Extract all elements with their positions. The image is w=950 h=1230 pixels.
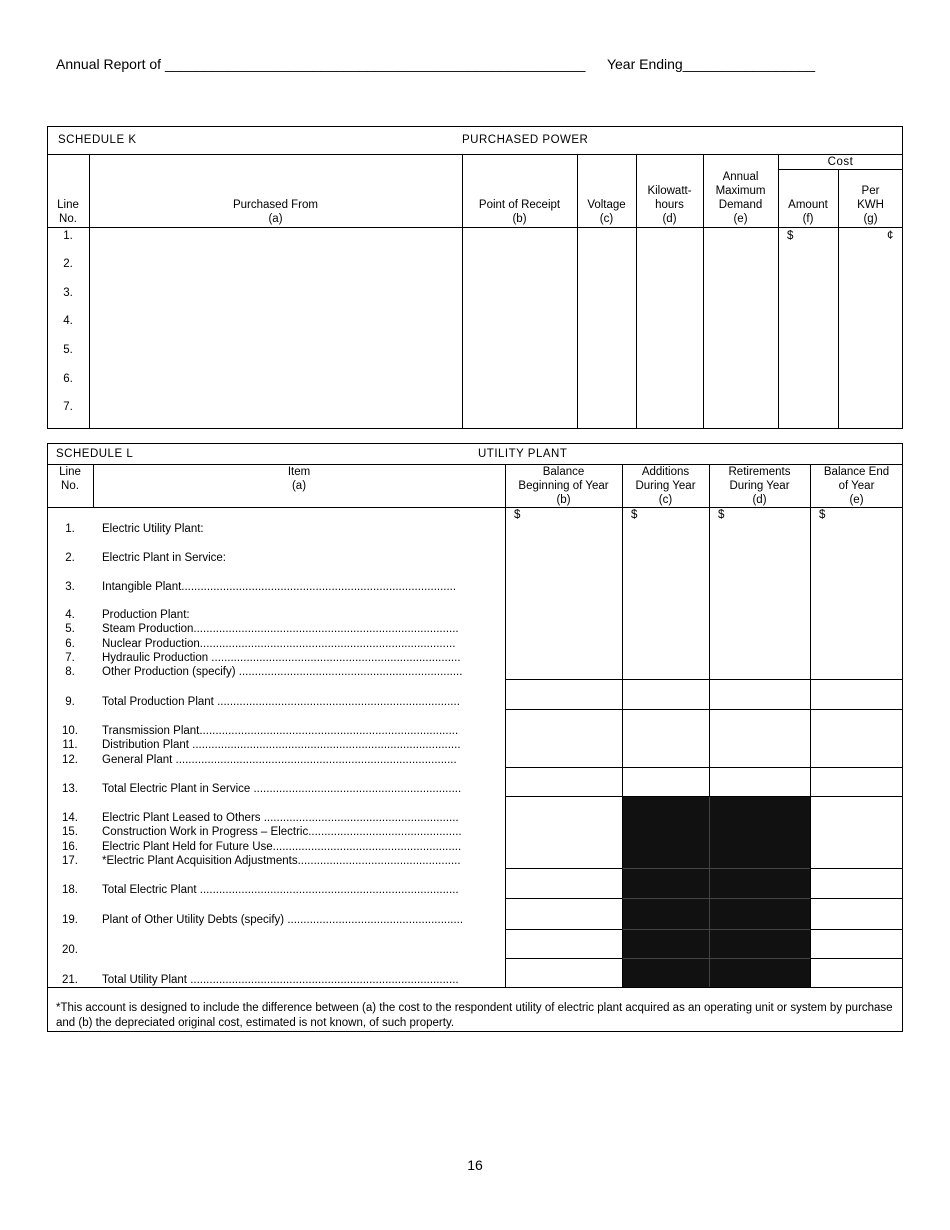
page-number: 16: [467, 1157, 483, 1173]
k-col-purchased-from: Purchased From (a): [232, 199, 318, 225]
l-line-number: 8.: [65, 666, 75, 678]
k-dollar-sign: $: [787, 230, 794, 242]
k-line-number: 5.: [63, 344, 73, 356]
l-line-number: 4.: [65, 609, 75, 621]
l-line-number: 15.: [62, 826, 78, 838]
l-row-item: Other Production (specify) ......................................................................: [102, 666, 463, 678]
l-col-line: Line No.: [59, 466, 81, 492]
l-line-number: 6.: [65, 638, 75, 650]
l-line-number: 10.: [62, 725, 78, 737]
schedule-l-id: SCHEDULE L: [56, 448, 134, 460]
l-line-number: 13.: [62, 783, 78, 795]
l-col-additions: Additions During Year (c): [635, 466, 696, 506]
l-line-number: 18.: [62, 884, 78, 896]
l-row-item: Intangible Plant......................................................................................: [102, 581, 457, 593]
l-line-number: 14.: [62, 812, 78, 824]
l-line-number: 7.: [65, 652, 75, 664]
k-col-per-kwh: Per KWH (g): [857, 185, 884, 225]
l-row-item: Total Production Plant ............................................................................: [102, 696, 460, 708]
l-line-number: 17.: [62, 855, 78, 867]
l-line-number: 20.: [62, 944, 78, 956]
l-row-item: Nuclear Production................................................................................: [102, 638, 456, 650]
l-row-item: Transmission Plant.................................................................................: [102, 725, 459, 737]
l-col-balance-begin: Balance Beginning of Year (b): [518, 466, 609, 506]
k-col-annual-max-demand: Annual Maximum Demand (e): [715, 171, 766, 225]
annual-report-label: Annual Report of ______________________________________________________: [56, 56, 586, 72]
k-col-kilowatt-hours: Kilowatt- hours (d): [647, 185, 692, 225]
k-cent-sign: ¢: [887, 230, 894, 242]
l-row-item: Electric Plant in Service:: [102, 552, 226, 564]
l-line-number: 21.: [62, 974, 78, 986]
l-col-item: Item (a): [287, 466, 311, 492]
schedule-k-title: PURCHASED POWER: [462, 134, 589, 146]
l-col-retirements: Retirements During Year (d): [728, 466, 791, 506]
l-row-item: Construction Work in Progress – Electric................................................: [102, 826, 462, 838]
schedule-k-id: SCHEDULE K: [58, 134, 137, 146]
l-row-item: Electric Utility Plant:: [102, 523, 204, 535]
l-dollar-sign: $: [718, 509, 725, 521]
l-row-item: *Electric Plant Acquisition Adjustments...................................................: [102, 855, 461, 867]
l-row-item: Distribution Plant ....................................................................................: [102, 739, 461, 751]
l-dollar-sign: $: [514, 509, 521, 521]
l-line-number: 16.: [62, 841, 78, 853]
l-line-number: 9.: [65, 696, 75, 708]
k-line-number: 3.: [63, 287, 73, 299]
l-row-item: Total Utility Plant ....................................................................................: [102, 974, 459, 986]
l-row-item: Electric Plant Held for Future Use...........................................................: [102, 841, 462, 853]
l-row-item: Production Plant:: [102, 609, 190, 621]
l-line-number: 12.: [62, 754, 78, 766]
l-dollar-sign: $: [819, 509, 826, 521]
k-col-cost: Cost: [827, 156, 854, 168]
l-line-number: 3.: [65, 581, 75, 593]
k-col-voltage: Voltage (c): [587, 199, 626, 225]
l-line-number: 1.: [65, 523, 75, 535]
l-line-number: 11.: [62, 739, 78, 751]
l-row-item: Total Electric Plant .................................................................................: [102, 884, 459, 896]
l-line-number: 5.: [65, 623, 75, 635]
l-line-number: 2.: [65, 552, 75, 564]
footnote: *This account is designed to include the difference between (a) the cost to the respondent utility of electric plant acquired as an operating unit or system by purchase and (b) the depreciated original cost, estimated is not known, of such property.: [56, 1002, 893, 1029]
year-ending-label: Year Ending_________________: [606, 56, 816, 72]
k-line-number: 1.: [63, 230, 73, 242]
k-line-number: 6.: [63, 373, 73, 385]
k-col-amount: Amount (f): [788, 199, 828, 225]
report-header: [56, 56, 815, 72]
k-line-number: 7.: [63, 401, 73, 413]
l-line-number: 19.: [62, 914, 78, 926]
k-line-number: 4.: [63, 315, 73, 327]
l-row-item: Total Electric Plant in Service .................................................................: [102, 783, 462, 795]
k-line-number: 2.: [63, 258, 73, 270]
l-row-item: General Plant ........................................................................................: [102, 754, 457, 766]
l-dollar-sign: $: [631, 509, 638, 521]
l-row-item: Electric Plant Leased to Others .............................................................: [102, 812, 459, 824]
l-row-item: Steam Production...................................................................................: [102, 623, 459, 635]
k-col-point-of-receipt: Point of Receipt (b): [478, 199, 561, 225]
k-col-line: Line No.: [57, 199, 79, 225]
l-col-balance-end: Balance End of Year (e): [823, 466, 890, 506]
schedule-l-title: UTILITY PLANT: [478, 448, 568, 460]
l-row-item: Plant of Other Utility Debts (specify) .......................................................: [102, 914, 464, 926]
l-row-item: Hydraulic Production ..............................................................................: [102, 652, 461, 664]
